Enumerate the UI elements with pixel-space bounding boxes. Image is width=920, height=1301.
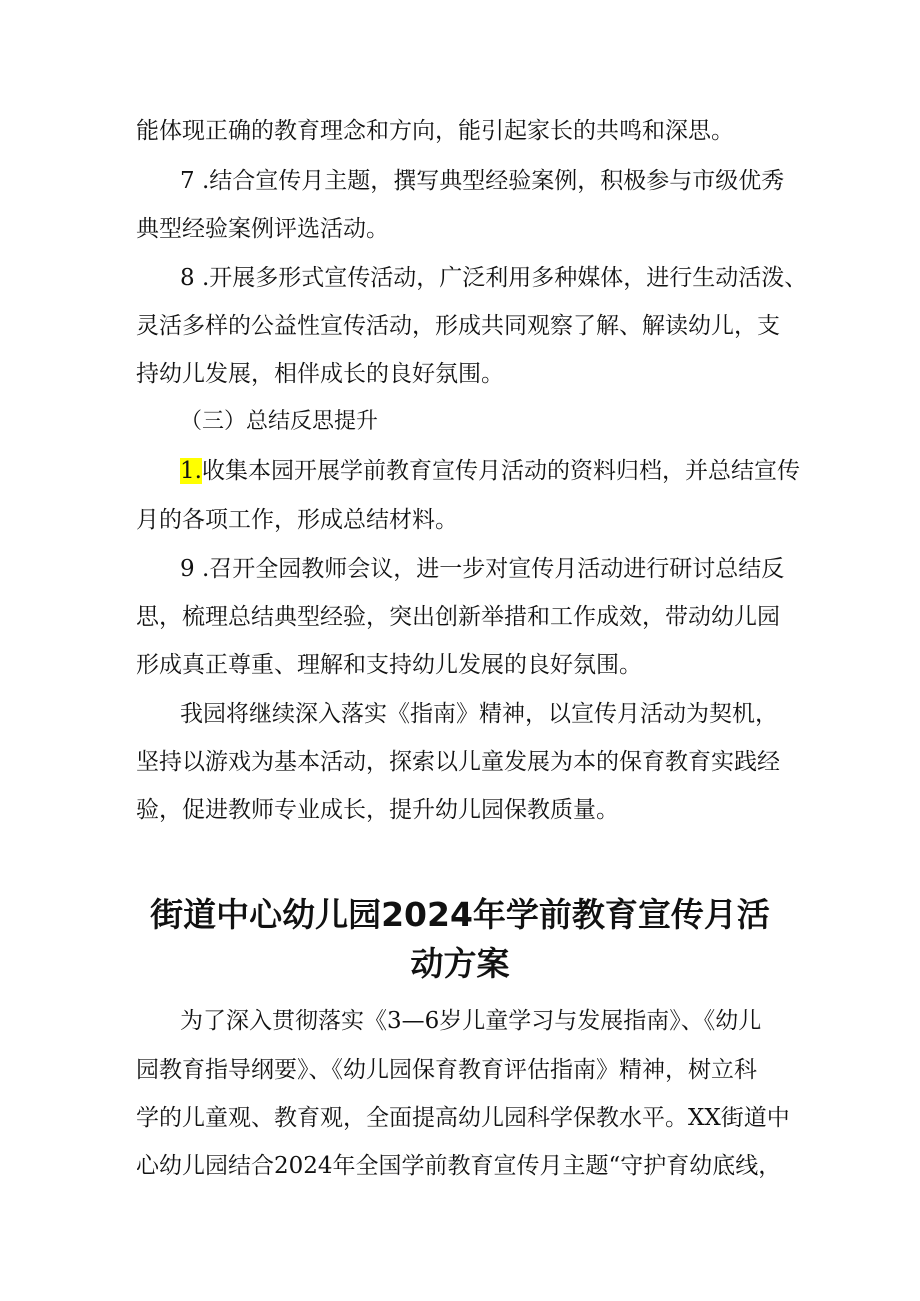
document-title-continued: 动方案	[410, 944, 510, 983]
highlighted-number: 1.	[180, 458, 202, 484]
intro-line: 为了深入贯彻落实《3—6岁儿童学习与发展指南》、《幼儿	[180, 1008, 762, 1034]
item-9-line: 思，梳理总结典型经验，突出创新举措和工作成效，带动幼儿园	[136, 604, 780, 630]
item-8-line: 持幼儿发展，相伴成长的良好氛围。	[136, 361, 504, 387]
document-title: 街道中心幼儿园2024年学前教育宣传月活	[150, 895, 770, 934]
item-9-line: 9 .召开全园教师会议，进一步对宣传月活动进行研讨总结反	[180, 556, 785, 582]
paragraph-line: 能体现正确的教育理念和方向，能引起家长的共鸣和深思。	[136, 118, 734, 144]
item-7-line: 典型经验案例评选活动。	[136, 216, 389, 242]
intro-line: 园教育指导纲要》、《幼儿园保育教育评估指南》精神，树立科	[136, 1057, 757, 1083]
item-1-line	[0, 456, 920, 486]
item-1-text: 收集本园开展学前教育宣传月活动的资料归档，并总结宣传	[201, 458, 800, 484]
intro-line: 学的儿童观、教育观，全面提高幼儿园科学保教水平。XX街道中	[136, 1105, 790, 1131]
item-8-line: 8 .开展多形式宣传活动，广泛利用多种媒体，进行生动活泼、	[180, 265, 808, 291]
closing-line: 坚持以游戏为基本活动，探索以儿童发展为本的保育教育实践经	[136, 749, 780, 775]
item-9-line: 形成真正尊重、理解和支持幼儿发展的良好氛围。	[136, 652, 642, 678]
closing-line: 验，促进教师专业成长，提升幼儿园保教质量。	[136, 797, 619, 823]
closing-line: 我园将继续深入落实《指南》精神，以宣传月活动为契机，	[180, 701, 778, 727]
section-heading: （三）总结反思提升	[180, 409, 379, 434]
item-1-line: 月的各项工作，形成总结材料。	[136, 507, 458, 533]
item-8-line: 灵活多样的公益性宣传活动，形成共同观察了解、解读幼儿，支	[136, 313, 780, 339]
intro-line: 心幼儿园结合2024年全国学前教育宣传月主题“守护育幼底线，	[136, 1153, 782, 1179]
item-7-line: 7 .结合宣传月主题，撰写典型经验案例，积极参与市级优秀	[180, 168, 785, 194]
